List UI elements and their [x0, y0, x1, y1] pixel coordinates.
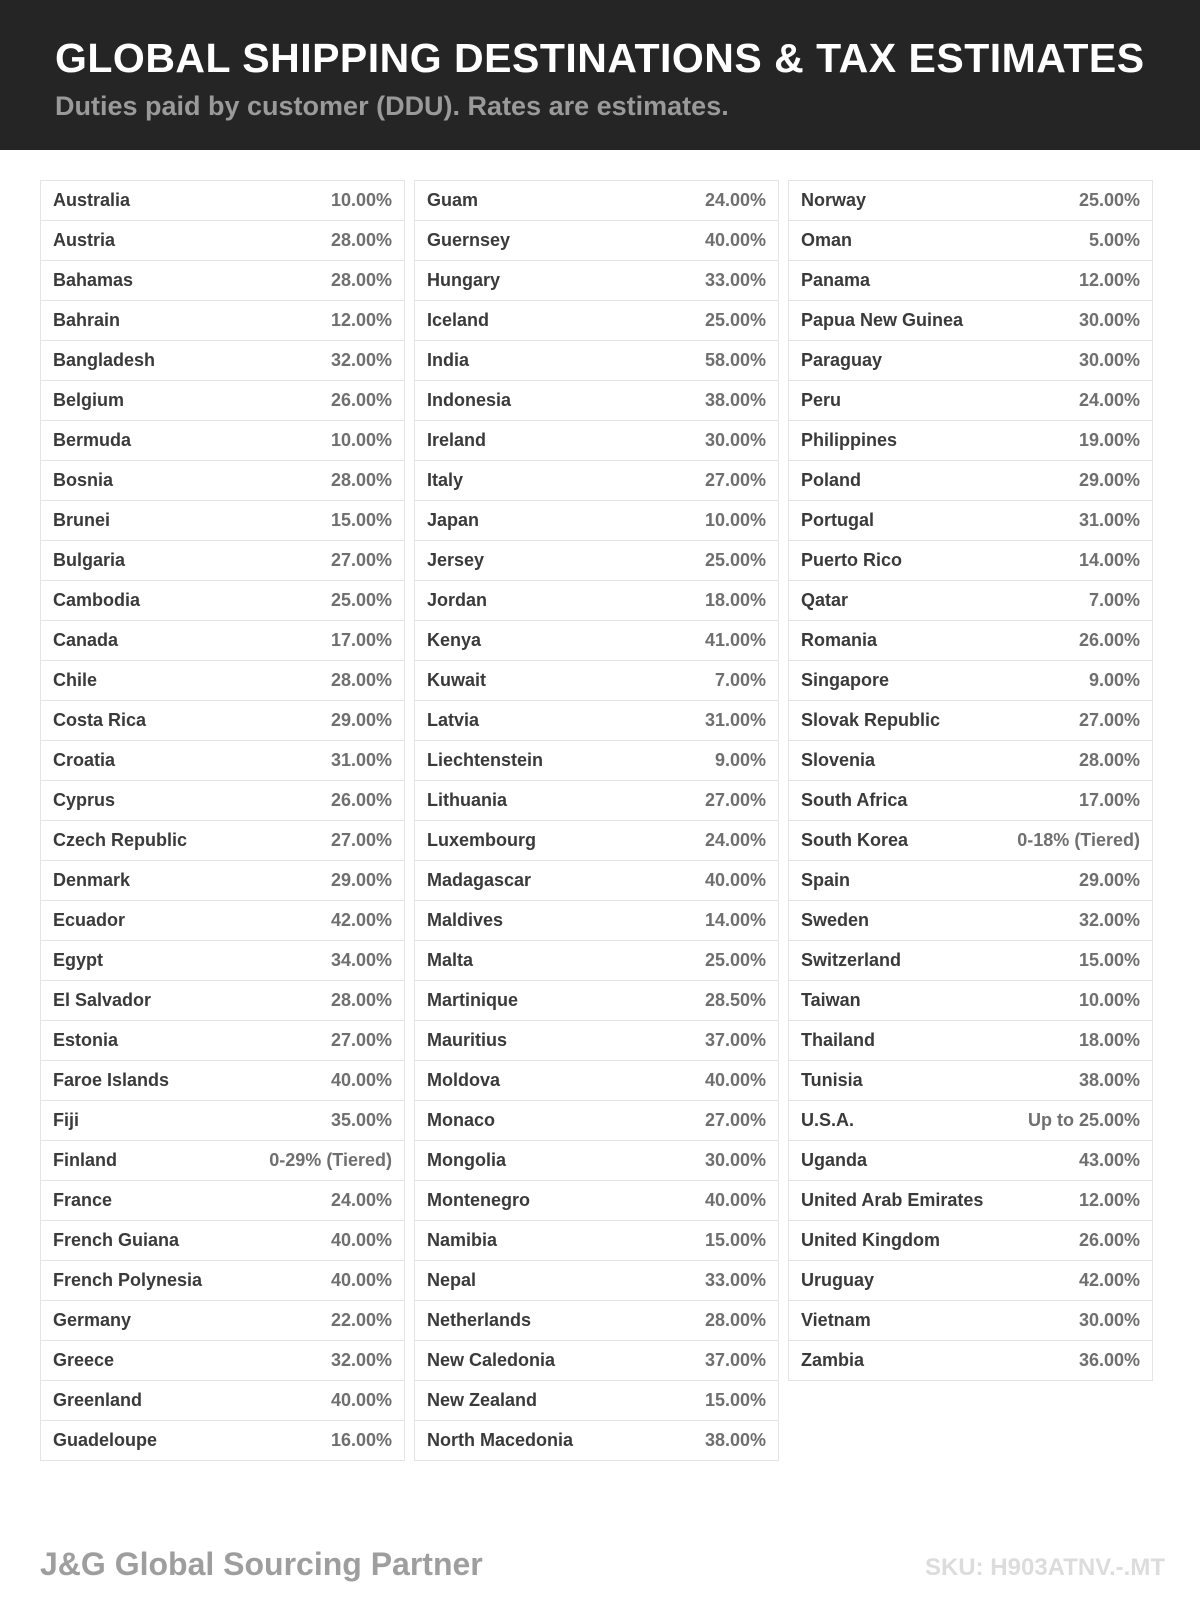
tax-rate: 27.00%	[330, 1030, 392, 1050]
table-row	[788, 340, 1153, 381]
table-row	[414, 580, 779, 621]
tax-rate: 40.00%	[330, 1390, 392, 1410]
table-row	[788, 540, 1153, 581]
country-name: Ecuador	[53, 910, 126, 930]
country-name: United Arab Emirates	[801, 1190, 984, 1210]
tax-rate: 29.00%	[330, 710, 392, 730]
country-name: Panama	[801, 270, 871, 290]
table-row	[788, 180, 1153, 221]
country-name: Croatia	[53, 750, 116, 770]
country-name: Japan	[427, 510, 480, 530]
table-row	[414, 660, 779, 701]
country-name: Faroe Islands	[53, 1070, 170, 1090]
tax-rate: 24.00%	[330, 1190, 392, 1210]
tax-rate: 24.00%	[704, 830, 766, 850]
tax-rate: 40.00%	[330, 1070, 392, 1090]
country-name: North Macedonia	[427, 1430, 574, 1450]
table-row	[40, 980, 405, 1021]
tax-rate: 28.00%	[330, 470, 392, 490]
tax-rate: 29.00%	[1078, 870, 1140, 890]
table-row	[788, 500, 1153, 541]
table-row	[788, 900, 1153, 941]
tax-rate: 30.00%	[1078, 310, 1140, 330]
tax-rate: Up to 25.00%	[1027, 1110, 1140, 1130]
country-name: Germany	[53, 1310, 132, 1330]
country-name: Sweden	[801, 910, 870, 930]
table-row	[788, 580, 1153, 621]
country-name: Maldives	[427, 910, 504, 930]
country-name: Guadeloupe	[53, 1430, 158, 1450]
table-row	[40, 420, 405, 461]
country-name: Poland	[801, 470, 862, 490]
table-row	[788, 1300, 1153, 1341]
table-row	[40, 740, 405, 781]
tax-rate: 37.00%	[704, 1350, 766, 1370]
tax-rate: 28.00%	[330, 670, 392, 690]
tax-rate: 33.00%	[704, 270, 766, 290]
tax-rate: 40.00%	[330, 1230, 392, 1250]
tax-rate: 58.00%	[704, 350, 766, 370]
table-column-1	[40, 180, 405, 1461]
tax-rate: 31.00%	[704, 710, 766, 730]
country-name: Greece	[53, 1350, 115, 1370]
country-name: Denmark	[53, 870, 131, 890]
table-row	[788, 740, 1153, 781]
brand-name: J&G Global Sourcing Partner	[40, 1546, 483, 1582]
tax-rate: 17.00%	[1078, 790, 1140, 810]
tax-rate: 27.00%	[704, 1110, 766, 1130]
country-name: Philippines	[801, 430, 898, 450]
tax-rate: 27.00%	[330, 550, 392, 570]
table-row	[414, 1020, 779, 1061]
table-row	[414, 900, 779, 941]
table-row	[414, 980, 779, 1021]
tax-rate: 24.00%	[1078, 390, 1140, 410]
country-name: Bahamas	[53, 270, 134, 290]
table-row	[414, 1220, 779, 1261]
table-row	[40, 340, 405, 381]
table-row	[788, 1220, 1153, 1261]
tax-rate: 28.00%	[704, 1310, 766, 1330]
tax-rate: 38.00%	[1078, 1070, 1140, 1090]
table-row	[414, 1140, 779, 1181]
country-name: Egypt	[53, 950, 104, 970]
tax-rate: 25.00%	[704, 310, 766, 330]
tax-rate: 10.00%	[1078, 990, 1140, 1010]
country-name: Spain	[801, 870, 851, 890]
table-row	[40, 820, 405, 861]
country-name: Montenegro	[427, 1190, 530, 1210]
country-name: Bulgaria	[53, 550, 126, 570]
table-row	[788, 420, 1153, 461]
table-row	[414, 1300, 779, 1341]
country-name: Slovak Republic	[801, 710, 941, 730]
tax-rate: 26.00%	[330, 390, 392, 410]
tax-rate: 15.00%	[704, 1230, 766, 1250]
tax-rate: 37.00%	[704, 1030, 766, 1050]
table-row	[40, 700, 405, 741]
tax-rate: 35.00%	[330, 1110, 392, 1130]
tax-rate: 43.00%	[1078, 1150, 1140, 1170]
tax-rate: 36.00%	[1078, 1350, 1140, 1370]
tax-rate: 31.00%	[330, 750, 392, 770]
table-row	[40, 860, 405, 901]
country-name: Vietnam	[801, 1310, 871, 1330]
country-name: Cambodia	[53, 590, 141, 610]
country-name: French Polynesia	[53, 1270, 203, 1290]
country-name: Romania	[801, 630, 878, 650]
table-row	[40, 1380, 405, 1421]
country-name: Uganda	[801, 1150, 868, 1170]
country-name: Jordan	[427, 590, 488, 610]
table-row	[40, 1180, 405, 1221]
country-name: Peru	[801, 390, 842, 410]
table-column-2	[414, 180, 779, 1461]
tax-rate: 40.00%	[704, 1190, 766, 1210]
country-name: Iceland	[427, 310, 490, 330]
table-row	[414, 820, 779, 861]
tax-rate: 42.00%	[1078, 1270, 1140, 1290]
country-name: Bosnia	[53, 470, 114, 490]
table-row	[788, 780, 1153, 821]
tax-rate: 29.00%	[1078, 470, 1140, 490]
country-name: Norway	[801, 190, 867, 210]
country-name: Papua New Guinea	[801, 310, 964, 330]
tax-rate: 25.00%	[1078, 190, 1140, 210]
country-name: South Africa	[801, 790, 908, 810]
tax-rate: 41.00%	[704, 630, 766, 650]
country-name: United Kingdom	[801, 1230, 940, 1250]
tax-rate: 27.00%	[704, 470, 766, 490]
country-name: Czech Republic	[53, 830, 188, 850]
country-name: Guernsey	[427, 230, 511, 250]
tax-rate: 38.00%	[704, 1430, 766, 1450]
table-row	[414, 740, 779, 781]
tax-rate: 15.00%	[330, 510, 392, 530]
tax-rate: 40.00%	[704, 1070, 766, 1090]
tax-rate: 12.00%	[1078, 1190, 1140, 1210]
country-name: Lithuania	[427, 790, 507, 810]
table-row	[788, 1100, 1153, 1141]
tax-rate: 26.00%	[1078, 1230, 1140, 1250]
country-name: Luxembourg	[427, 830, 537, 850]
table-row	[40, 260, 405, 301]
table-row	[40, 540, 405, 581]
country-name: Bahrain	[53, 310, 121, 330]
tax-rate: 12.00%	[330, 310, 392, 330]
table-row	[788, 980, 1153, 1021]
country-name: Taiwan	[801, 990, 861, 1010]
table-row	[788, 1020, 1153, 1061]
page-subtitle: Duties paid by customer (DDU). Rates are estimates.	[55, 91, 729, 122]
table-row	[414, 1060, 779, 1101]
country-name: U.S.A.	[801, 1110, 855, 1130]
tax-rate: 15.00%	[1078, 950, 1140, 970]
table-row	[40, 1220, 405, 1261]
country-name: Slovenia	[801, 750, 876, 770]
table-row	[414, 1100, 779, 1141]
table-row	[414, 1180, 779, 1221]
tax-rate: 28.00%	[330, 230, 392, 250]
country-name: El Salvador	[53, 990, 152, 1010]
tax-rate: 32.00%	[1078, 910, 1140, 930]
table-row	[788, 460, 1153, 501]
tax-rate: 15.00%	[704, 1390, 766, 1410]
country-name: Oman	[801, 230, 853, 250]
table-row	[788, 1140, 1153, 1181]
table-column-3	[788, 180, 1153, 1381]
country-name: Hungary	[427, 270, 501, 290]
table-row	[40, 500, 405, 541]
table-row	[414, 860, 779, 901]
table-row	[788, 940, 1153, 981]
country-name: Estonia	[53, 1030, 119, 1050]
table-row	[40, 1260, 405, 1301]
tax-rate: 28.00%	[330, 990, 392, 1010]
tax-rate: 7.00%	[714, 670, 766, 690]
table-row	[788, 260, 1153, 301]
table-row	[40, 620, 405, 661]
country-name: Italy	[427, 470, 464, 490]
country-name: Singapore	[801, 670, 890, 690]
table-row	[40, 1420, 405, 1461]
table-row	[40, 660, 405, 701]
tax-rate: 25.00%	[704, 950, 766, 970]
tax-rate: 7.00%	[1088, 590, 1140, 610]
table-row	[414, 700, 779, 741]
country-name: Latvia	[427, 710, 480, 730]
country-name: Indonesia	[427, 390, 512, 410]
table-row	[40, 460, 405, 501]
country-name: Jersey	[427, 550, 485, 570]
tax-table	[40, 180, 1153, 1461]
country-name: Ireland	[427, 430, 487, 450]
country-name: Mauritius	[427, 1030, 508, 1050]
table-row	[40, 300, 405, 341]
table-row	[414, 380, 779, 421]
tax-rate: 30.00%	[1078, 350, 1140, 370]
page-title: GLOBAL SHIPPING DESTINATIONS & TAX ESTIMATES	[55, 35, 1145, 81]
table-row	[414, 260, 779, 301]
table-row	[40, 1060, 405, 1101]
footer	[40, 1546, 1165, 1583]
table-row	[788, 700, 1153, 741]
tax-rate: 25.00%	[330, 590, 392, 610]
tax-rate: 34.00%	[330, 950, 392, 970]
tax-rate: 42.00%	[330, 910, 392, 930]
country-name: Belgium	[53, 390, 125, 410]
country-name: Qatar	[801, 590, 849, 610]
table-row	[788, 1060, 1153, 1101]
country-name: Kenya	[427, 630, 482, 650]
country-name: Thailand	[801, 1030, 876, 1050]
country-name: Australia	[53, 190, 131, 210]
table-row	[414, 220, 779, 261]
tax-rate: 0-29% (Tiered)	[269, 1150, 392, 1170]
tax-rate: 40.00%	[704, 230, 766, 250]
table-row	[40, 380, 405, 421]
table-row	[40, 1300, 405, 1341]
sku-label: SKU: H903ATNV.-.MT	[924, 1554, 1165, 1581]
table-row	[414, 460, 779, 501]
country-name: Madagascar	[427, 870, 532, 890]
header-banner	[0, 0, 1200, 150]
table-row	[414, 1260, 779, 1301]
table-row	[414, 420, 779, 461]
country-name: Uruguay	[801, 1270, 875, 1290]
tax-rate: 32.00%	[330, 1350, 392, 1370]
tax-rate: 10.00%	[330, 190, 392, 210]
tax-rate: 18.00%	[704, 590, 766, 610]
table-row	[40, 1020, 405, 1061]
table-row	[414, 940, 779, 981]
country-name: Zambia	[801, 1350, 865, 1370]
country-name: Tunisia	[801, 1070, 863, 1090]
country-name: Namibia	[427, 1230, 498, 1250]
table-row	[414, 1380, 779, 1421]
tax-rate: 30.00%	[1078, 1310, 1140, 1330]
tax-rate: 25.00%	[704, 550, 766, 570]
table-row	[414, 780, 779, 821]
table-row	[414, 620, 779, 661]
table-row	[414, 300, 779, 341]
tax-rate: 22.00%	[330, 1310, 392, 1330]
country-name: Monaco	[427, 1110, 496, 1130]
tax-rate: 26.00%	[330, 790, 392, 810]
country-name: Kuwait	[427, 670, 487, 690]
tax-rate: 27.00%	[1078, 710, 1140, 730]
table-row	[788, 300, 1153, 341]
table-row	[414, 340, 779, 381]
country-name: New Caledonia	[427, 1350, 556, 1370]
tax-rate: 40.00%	[330, 1270, 392, 1290]
tax-rate: 24.00%	[704, 190, 766, 210]
country-name: Finland	[53, 1150, 117, 1170]
country-name: Bangladesh	[53, 350, 156, 370]
table-row	[788, 860, 1153, 901]
country-name: Martinique	[427, 990, 519, 1010]
table-row	[788, 1340, 1153, 1381]
tax-rate: 19.00%	[1078, 430, 1140, 450]
tax-rate: 30.00%	[704, 1150, 766, 1170]
country-name: Costa Rica	[53, 710, 147, 730]
table-row	[40, 940, 405, 981]
tax-rate: 40.00%	[704, 870, 766, 890]
tax-rate: 29.00%	[330, 870, 392, 890]
tax-rate: 17.00%	[330, 630, 392, 650]
country-name: Greenland	[53, 1390, 143, 1410]
table-row	[788, 220, 1153, 261]
table-row	[40, 780, 405, 821]
country-name: Chile	[53, 670, 98, 690]
table-row	[414, 500, 779, 541]
table-row	[788, 820, 1153, 861]
table-row	[414, 180, 779, 221]
country-name: New Zealand	[427, 1390, 538, 1410]
country-name: Fiji	[53, 1110, 79, 1130]
table-row	[40, 1100, 405, 1141]
tax-rate: 10.00%	[704, 510, 766, 530]
country-name: Canada	[53, 630, 119, 650]
tax-rate: 9.00%	[1088, 670, 1140, 690]
tax-rate: 9.00%	[714, 750, 766, 770]
country-name: Mongolia	[427, 1150, 506, 1170]
tax-rate: 26.00%	[1078, 630, 1140, 650]
tax-rate: 14.00%	[1078, 550, 1140, 570]
table-row	[788, 380, 1153, 421]
country-name: Cyprus	[53, 790, 116, 810]
table-row	[788, 660, 1153, 701]
tax-rate: 16.00%	[330, 1430, 392, 1450]
country-name: Puerto Rico	[801, 550, 903, 570]
country-name: Portugal	[801, 510, 875, 530]
tax-rate: 12.00%	[1078, 270, 1140, 290]
table-row	[40, 580, 405, 621]
table-row	[40, 180, 405, 221]
table-row	[788, 1260, 1153, 1301]
tax-rate: 31.00%	[1078, 510, 1140, 530]
tax-rate: 5.00%	[1088, 230, 1140, 250]
country-name: French Guiana	[53, 1230, 180, 1250]
table-row	[414, 540, 779, 581]
tax-rate: 38.00%	[704, 390, 766, 410]
tax-rate: 28.00%	[330, 270, 392, 290]
tax-rate: 33.00%	[704, 1270, 766, 1290]
tax-rate: 27.00%	[704, 790, 766, 810]
country-name: Moldova	[427, 1070, 501, 1090]
country-name: Bermuda	[53, 430, 132, 450]
table-row	[788, 1180, 1153, 1221]
table-row	[788, 620, 1153, 661]
country-name: Brunei	[53, 510, 111, 530]
country-name: Switzerland	[801, 950, 902, 970]
tax-rate: 14.00%	[704, 910, 766, 930]
table-row	[40, 1340, 405, 1381]
country-name: France	[53, 1190, 113, 1210]
country-name: South Korea	[801, 830, 909, 850]
table-row	[414, 1340, 779, 1381]
country-name: Austria	[53, 230, 116, 250]
tax-rate: 10.00%	[330, 430, 392, 450]
table-row	[414, 1420, 779, 1461]
country-name: Nepal	[427, 1270, 477, 1290]
tax-rate: 18.00%	[1078, 1030, 1140, 1050]
country-name: Malta	[427, 950, 474, 970]
country-name: Netherlands	[427, 1310, 532, 1330]
country-name: Liechtenstein	[427, 750, 544, 770]
table-row	[40, 900, 405, 941]
tax-rate: 30.00%	[704, 430, 766, 450]
country-name: India	[427, 350, 470, 370]
tax-rate: 27.00%	[330, 830, 392, 850]
tax-rate: 0-18% (Tiered)	[1017, 830, 1140, 850]
tax-rate: 28.00%	[1078, 750, 1140, 770]
tax-rate: 32.00%	[330, 350, 392, 370]
country-name: Paraguay	[801, 350, 883, 370]
table-row	[40, 1140, 405, 1181]
tax-rate: 28.50%	[704, 990, 766, 1010]
country-name: Guam	[427, 190, 479, 210]
table-row	[40, 220, 405, 261]
